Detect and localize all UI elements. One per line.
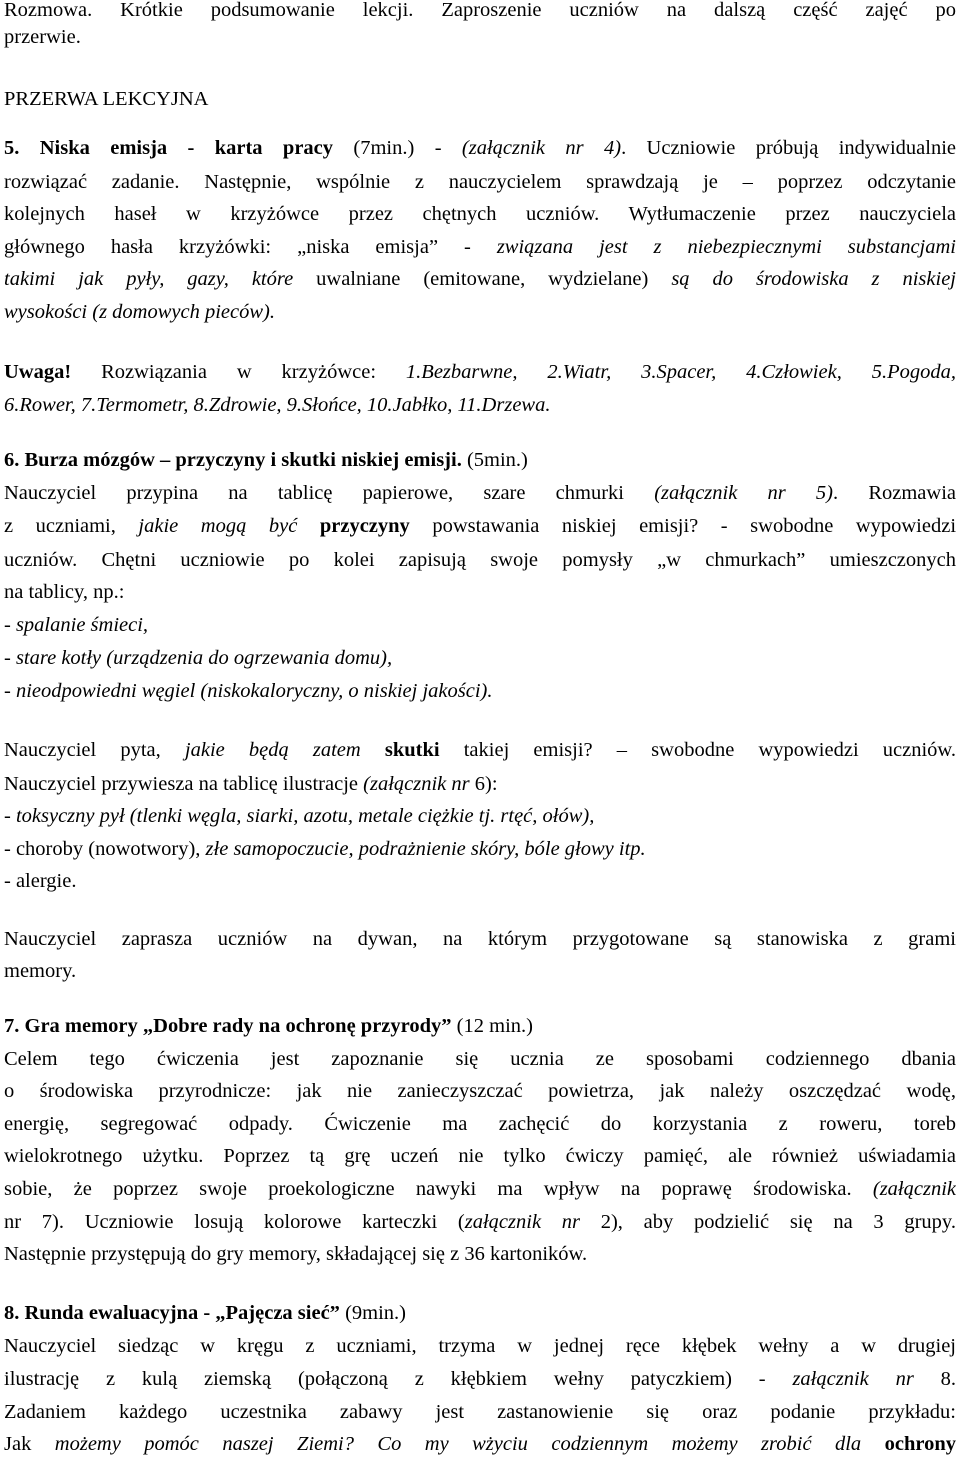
text-line: [4, 1010, 956, 1043]
text-run: ilustrację z kulą ziemską (połączoną z kłębkiem wełny patyczkiem) -: [4, 1368, 793, 1390]
italic-text: 1.Bezbarwne, 2.Wiatr, 3.Spacer, 4.Człowiek, 5.Pogoda,: [405, 361, 956, 383]
text-run: Następnie przystępują do gry memory, składającej się z 36 kartoników.: [4, 1243, 588, 1265]
text-run: z uczniami,: [4, 515, 139, 537]
text-line: [4, 833, 956, 866]
italic-text: są do środowiska z niskiej: [671, 268, 956, 290]
bold-text: ochrony: [884, 1433, 956, 1455]
italic-text: (załącznik nr 5): [654, 482, 834, 504]
bold-text: 5. Niska emisja - karta pracy: [4, 137, 334, 159]
text-run: [297, 515, 320, 537]
bold-text: skutki: [384, 739, 440, 761]
text-line: [4, 356, 956, 389]
text-line: [4, 675, 956, 708]
text-run: kolejnych haseł w krzyżówce przez chętnych uczniów. Wytłumaczenie przez nauczyciela: [4, 203, 956, 225]
text-run: Nauczyciel przypina na tablicę papierowe, szare chmurki: [4, 482, 655, 504]
text-line: [4, 544, 956, 577]
text-run: . Uczniowie próbują indywidualnie: [621, 137, 956, 159]
text-run: wielokrotnego użytku. Poprzez tą grę uczeń nie tylko ćwiczy pamięć, ale również uświadamia: [4, 1145, 956, 1167]
text-line: [4, 198, 956, 231]
text-run: 8.: [913, 1368, 956, 1390]
text-run: takiej emisji? – swobodne wypowiedzi uczniów.: [439, 739, 956, 761]
text-run: głównego hasła krzyżówki: „niska emisja” -: [4, 236, 497, 258]
text-line: [4, 642, 956, 675]
text-run: Zadaniem każdego uczestnika zabawy jest zastanowienie się oraz podanie przykładu:: [4, 1401, 956, 1423]
text-line: [4, 1363, 956, 1396]
text-line: [4, 1396, 956, 1429]
text-line: [4, 231, 956, 264]
text-line: [4, 734, 956, 767]
text-run: . Rozmawia: [833, 482, 956, 504]
italic-text: jakie będą zatem: [184, 739, 361, 761]
bold-text: 6. Burza mózgów – przyczyny i skutki niskiej emisji.: [4, 449, 462, 471]
text-run: Jak: [4, 1433, 55, 1455]
bold-text: Uwaga!: [4, 361, 72, 383]
text-line: [4, 1108, 956, 1141]
text-line: [4, 263, 956, 296]
text-line: [4, 166, 956, 199]
text-run: o środowiska przyrodnicze: jak nie zanieczyszczać powietrza, jak należy oszczędzać wodę,: [4, 1080, 956, 1102]
bold-text: 7. Gra memory „Dobre rady na ochronę przyrody”: [4, 1015, 452, 1037]
text-line: [4, 1075, 956, 1108]
text-run: Nauczyciel pyta,: [4, 739, 185, 761]
text-run: Nauczyciel zaprasza uczniów na dywan, na którym przygotowane są stanowiska z grami: [4, 928, 956, 950]
text-line: [4, 768, 956, 801]
italic-text: załącznik nr: [464, 1211, 580, 1233]
text-run: powstawania niskiej emisji? - swobodne wypowiedzi: [409, 515, 956, 537]
text-run: Nauczyciel przywiesza na tablicę ilustracje: [4, 773, 364, 795]
text-line: [4, 865, 956, 898]
text-run: nr 7). Uczniowie losują kolorowe karteczki (: [4, 1211, 465, 1233]
text-run: memory.: [4, 960, 77, 982]
text-run: Nauczyciel siedząc w kręgu z uczniami, trzyma w jednej ręce kłębek wełny a w drugiej: [4, 1335, 956, 1357]
text-run: uwalniane (emitowane, wydzielane): [293, 268, 672, 290]
text-run: PRZERWA LEKCYJNA: [4, 88, 209, 110]
text-line: [4, 1297, 956, 1330]
text-run: (7min.) -: [333, 137, 462, 159]
bold-text: 8. Runda ewaluacyjna - „Pajęcza sieć”: [4, 1302, 340, 1324]
text-line: [4, 1428, 956, 1461]
italic-text: jakie mogą być: [138, 515, 298, 537]
italic-text: - nieodpowiedni węgiel (niskokaloryczny, o niskiej jakości).: [4, 680, 493, 702]
text-run: Rozmowa. Krótkie podsumowanie lekcji. Zaproszenie uczniów na dalszą część zajęć po: [4, 0, 956, 21]
text-line: [4, 21, 956, 54]
text-line: [4, 1140, 956, 1173]
text-run: 6):: [469, 773, 498, 795]
text-line: [4, 1206, 956, 1239]
italic-text: (załącznik nr 4): [461, 137, 622, 159]
text-line: [4, 955, 956, 988]
text-run: sobie, że poprzez swoje proekologiczne nawyki ma wpływ na poprawę środowiska.: [4, 1178, 873, 1200]
text-line: [4, 296, 956, 329]
text-run: [861, 1433, 884, 1455]
italic-text: (załącznik: [872, 1178, 956, 1200]
text-run: (5min.): [461, 449, 528, 471]
text-line: [4, 132, 956, 165]
text-line: [4, 609, 956, 642]
italic-text: 6.Rower, 7.Termometr, 8.Zdrowie, 9.Słońce, 10.Jabłko, 11.Drzewa.: [4, 394, 551, 416]
italic-text: - toksyczny pył (tlenki węgla, siarki, azotu, metale ciężkie tj. rtęć, ołów),: [4, 805, 595, 827]
text-line: [4, 1238, 956, 1271]
italic-text: - stare kotły (urządzenia do ogrzewania domu),: [4, 647, 393, 669]
text-line: [4, 83, 956, 116]
text-run: (12 min.): [451, 1015, 533, 1037]
italic-text: (załącznik nr: [363, 773, 470, 795]
text-line: [4, 576, 956, 609]
italic-text: możemy pomóc naszej Ziemi? Co my wżyciu codziennym możemy zrobić dla: [54, 1433, 862, 1455]
text-run: 2), aby podzielić się na 3 grupy.: [580, 1211, 956, 1233]
text-run: - choroby (nowotwory),: [4, 838, 206, 860]
italic-text: wysokości (z domowych pieców).: [4, 301, 275, 323]
italic-text: złe samopoczucie, podrażnienie skóry, bóle głowy itp.: [205, 838, 646, 860]
text-line: [4, 1330, 956, 1363]
text-line: [4, 923, 956, 956]
text-line: [4, 444, 956, 477]
text-run: energię, segregować odpady. Ćwiczenie ma zachęcić do korzystania z roweru, toreb: [4, 1113, 956, 1135]
text-run: Rozwiązania w krzyżówce:: [71, 361, 406, 383]
text-run: uczniów. Chętni uczniowie po kolei zapisują swoje pomysły „w chmurkach” umieszczonych: [4, 549, 956, 571]
text-run: - alergie.: [4, 870, 77, 892]
text-line: [4, 477, 956, 510]
text-run: rozwiązać zadanie. Następnie, wspólnie z nauczycielem sprawdzają je – poprzez odczytanie: [4, 171, 956, 193]
text-run: na tablicy, np.:: [4, 581, 125, 603]
italic-text: - spalanie śmieci,: [4, 614, 149, 636]
text-run: przerwie.: [4, 26, 81, 48]
text-line: [4, 389, 956, 422]
text-line: [4, 1173, 956, 1206]
italic-text: związana jest z niebezpiecznymi substancjami: [496, 236, 956, 258]
text-run: Celem tego ćwiczenia jest zapoznanie się ucznia ze sposobami codziennego dbania: [4, 1048, 956, 1070]
text-run: (9min.): [339, 1302, 406, 1324]
bold-text: przyczyny: [319, 515, 410, 537]
text-line: [4, 510, 956, 543]
text-line: [4, 800, 956, 833]
italic-text: takimi jak pyły, gazy, które: [4, 268, 294, 290]
italic-text: załącznik nr: [792, 1368, 914, 1390]
text-run: [361, 739, 385, 761]
text-line: [4, 1043, 956, 1076]
